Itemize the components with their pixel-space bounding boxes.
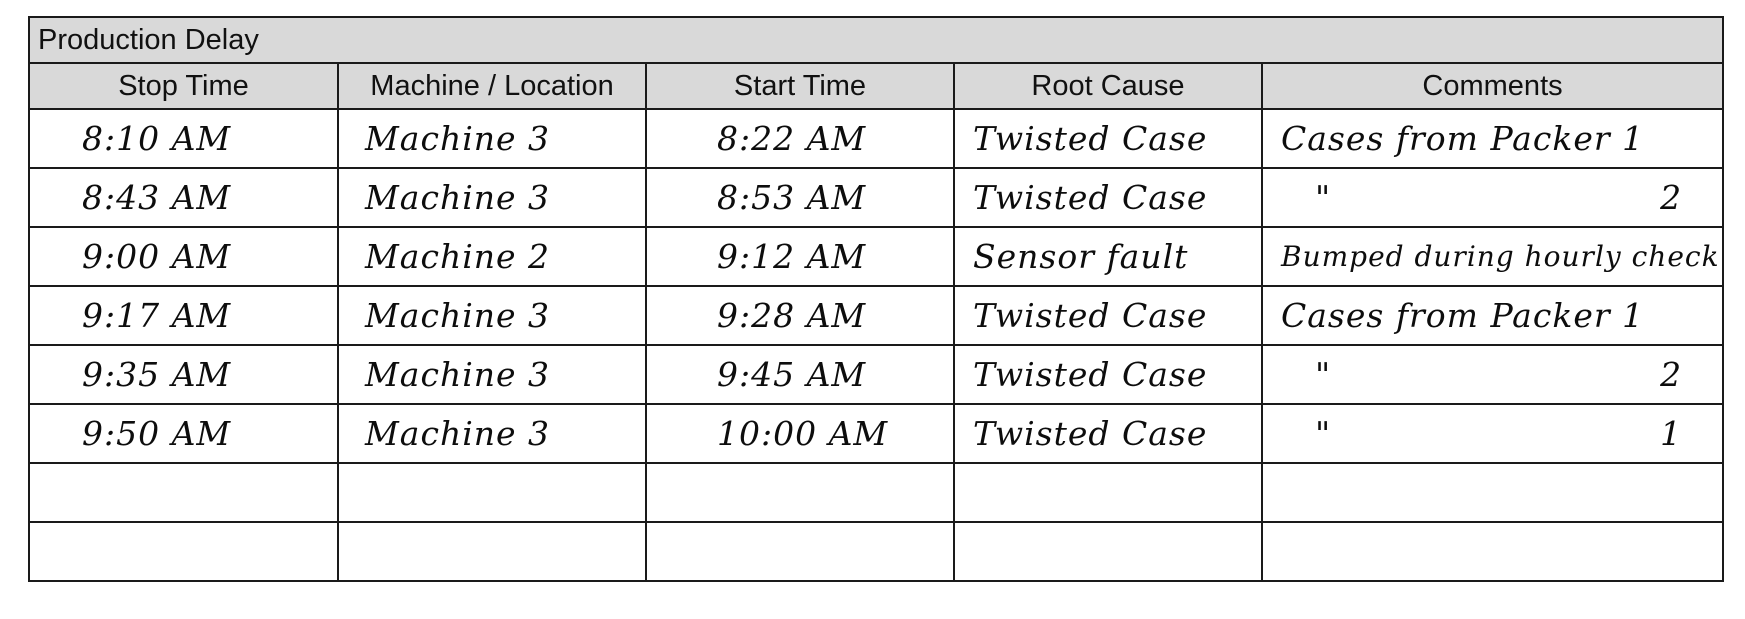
machine-cell[interactable]: Machine 3 [338,109,646,168]
machine-cell[interactable]: Machine 3 [338,345,646,404]
header-comments: Comments [1262,63,1723,109]
comment-cell[interactable]: Cases from Packer 1 [1262,286,1723,345]
stop-time-cell[interactable]: 9:17 AM [29,286,338,345]
start-time-cell[interactable]: 9:28 AM [646,286,954,345]
header-start-time: Start Time [646,63,954,109]
empty-cell[interactable] [954,463,1262,522]
empty-cell[interactable] [29,463,338,522]
empty-cell[interactable] [338,522,646,581]
stop-time-cell[interactable]: 9:35 AM [29,345,338,404]
start-time-cell[interactable]: 8:53 AM [646,168,954,227]
root-cause-cell[interactable]: Twisted Case [954,404,1262,463]
comment-cell[interactable]: Cases from Packer 1 [1262,109,1723,168]
stop-time-cell[interactable]: 8:10 AM [29,109,338,168]
machine-cell[interactable]: Machine 3 [338,168,646,227]
comment-number: 2 [1660,355,1683,394]
table-row [29,345,1723,404]
table-row [29,404,1723,463]
header-root-cause: Root Cause [954,63,1262,109]
empty-cell[interactable] [646,463,954,522]
empty-cell[interactable] [954,522,1262,581]
root-cause-cell[interactable]: Twisted Case [954,286,1262,345]
table-row [29,463,1723,522]
header-machine-location: Machine / Location [338,63,646,109]
stop-time-cell[interactable]: 9:50 AM [29,404,338,463]
empty-cell[interactable] [29,522,338,581]
start-time-cell[interactable]: 9:12 AM [646,227,954,286]
table-row [29,286,1723,345]
machine-cell[interactable]: Machine 3 [338,404,646,463]
table-row [29,227,1723,286]
stop-time-cell[interactable]: 9:00 AM [29,227,338,286]
start-time-cell[interactable]: 9:45 AM [646,345,954,404]
machine-cell[interactable]: Machine 2 [338,227,646,286]
table-row [29,109,1723,168]
comment-cell[interactable]: Bumped during hourly check [1262,227,1723,286]
empty-cell[interactable] [338,463,646,522]
start-time-cell[interactable]: 10:00 AM [646,404,954,463]
root-cause-cell[interactable]: Twisted Case [954,109,1262,168]
root-cause-cell[interactable]: Twisted Case [954,168,1262,227]
root-cause-cell[interactable]: Sensor fault [954,227,1262,286]
production-delay-table [28,16,1724,582]
comment-cell[interactable] [1262,345,1723,404]
empty-cell[interactable] [646,522,954,581]
comment-number: 1 [1660,414,1683,453]
table-title: Production Delay [29,17,1723,63]
ditto-mark: " [1315,414,1332,453]
empty-cell[interactable] [1262,463,1723,522]
start-time-cell[interactable]: 8:22 AM [646,109,954,168]
table-row [29,522,1723,581]
table-row [29,168,1723,227]
comment-cell[interactable] [1262,168,1723,227]
empty-cell[interactable] [1262,522,1723,581]
ditto-mark: " [1315,355,1332,394]
header-stop-time: Stop Time [29,63,338,109]
stop-time-cell[interactable]: 8:43 AM [29,168,338,227]
machine-cell[interactable]: Machine 3 [338,286,646,345]
comment-cell[interactable] [1262,404,1723,463]
comment-number: 2 [1660,178,1683,217]
ditto-mark: " [1315,178,1332,217]
root-cause-cell[interactable]: Twisted Case [954,345,1262,404]
